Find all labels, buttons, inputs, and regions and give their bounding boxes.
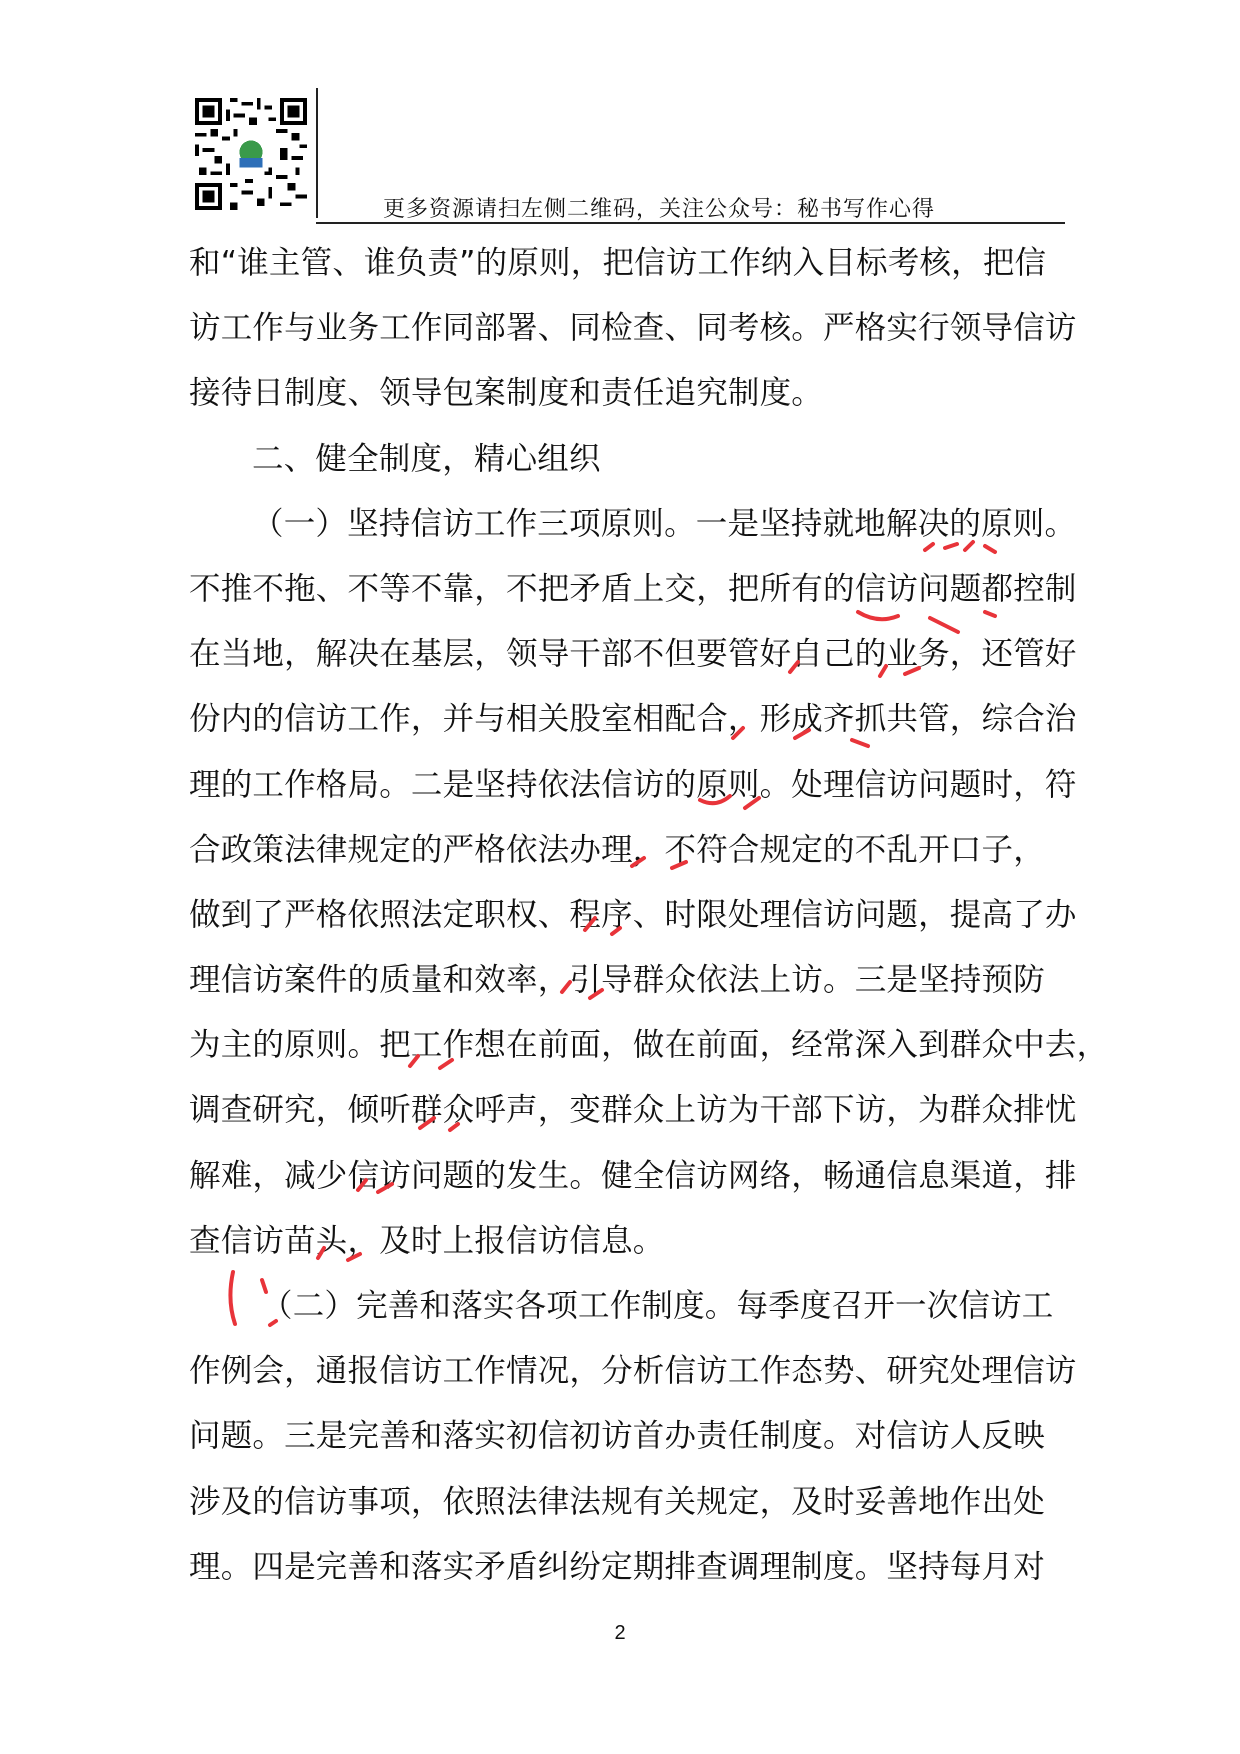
body-line: （一）坚持信访工作三项原则。一是坚持就地解决的原则。 <box>252 505 1077 542</box>
body-line: 问题。三是完善和落实初信初访首办责任制度。对信访人反映 <box>189 1418 1045 1455</box>
body-line: 查信访苗头，及时上报信访信息。 <box>189 1222 665 1259</box>
body-line: 和“谁主管、谁负责”的原则，把信访工作纳入目标考核，把信 <box>189 245 1047 281</box>
body-line: 不推不拖、不等不靠，不把矛盾上交，把所有的信访问题都控制 <box>189 570 1077 607</box>
header-vertical-rule <box>316 88 318 218</box>
body-line: 作例会，通报信访工作情况，分析信访工作态势、研究处理信访 <box>189 1353 1077 1390</box>
body-line: 访工作与业务工作同部署、同检查、同考核。严格实行领导信访 <box>189 310 1077 347</box>
body-line: 在当地，解决在基层，领导干部不但要管好自己的业务，还管好 <box>189 636 1077 673</box>
section-heading: 二、健全制度，精心组织 <box>252 440 601 477</box>
qr-code-icon <box>195 98 307 210</box>
body-line: 解难，减少信访问题的发生。健全信访网络，畅通信息渠道，排 <box>189 1157 1077 1194</box>
body-line: 理。四是完善和落实矛盾纠纷定期排查调理制度。坚持每月对 <box>189 1548 1045 1585</box>
page-number: 2 <box>614 1622 626 1644</box>
body-line: 涉及的信访事项，依照法律法规有关规定，及时妥善地作出处 <box>189 1483 1045 1520</box>
body-line: 接待日制度、领导包案制度和责任追究制度。 <box>189 375 824 412</box>
document-body <box>189 236 1109 1605</box>
body-line: 调查研究，倾听群众呼声，变群众上访为干部下访，为群众排忧 <box>189 1092 1077 1129</box>
body-line: （二）完善和落实各项工作制度。每季度召开一次信访工 <box>261 1288 1054 1324</box>
body-line: 合政策法律规定的严格依法办理，不符合规定的不乱开口子， <box>189 831 1045 868</box>
page-header <box>195 88 1065 222</box>
body-line: 理的工作格局。二是坚持依法信访的原则。处理信访问题时，符 <box>189 766 1077 803</box>
body-line: 份内的信访工作，并与相关股室相配合，形成齐抓共管，综合治 <box>189 701 1077 738</box>
body-line: 理信访案件的质量和效率，引导群众依法上访。三是坚持预防 <box>189 962 1045 999</box>
body-line: 做到了严格依照法定职权、程序、时限处理信访问题，提高了办 <box>189 896 1077 933</box>
body-line: 为主的原则。把工作想在前面，做在前面，经常深入到群众中去， <box>189 1027 1109 1064</box>
header-horizontal-rule <box>316 222 1065 224</box>
header-caption: 更多资源请扫左侧二维码，关注公众号：秘书写作心得 <box>383 197 936 222</box>
